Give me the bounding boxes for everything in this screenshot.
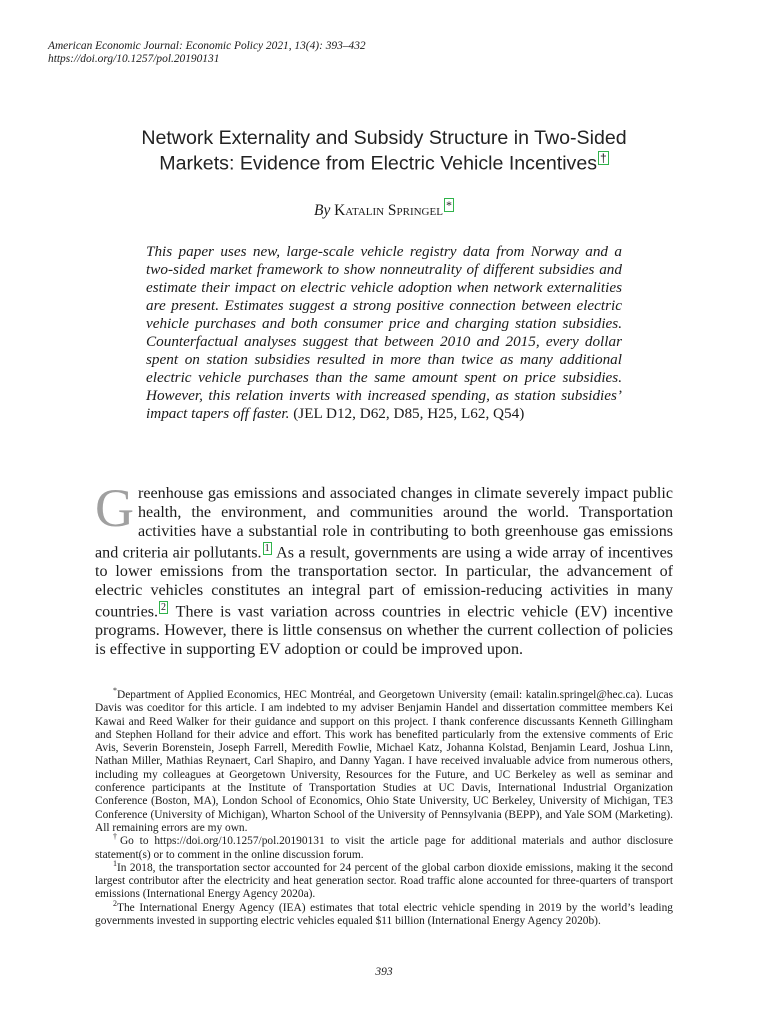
footnote-link-1[interactable]: 1 bbox=[264, 542, 270, 554]
intro-text-2: As a result, governments are using a wide array of incentives to lower emissions from the transportation sector. In particular, the advancement of electric vehicles constitutes an integral part of emission-reducing activities in many countries. bbox=[95, 543, 673, 620]
title-line-1: Network Externality and Subsidy Structure in Two-Sided bbox=[141, 127, 627, 149]
byline bbox=[0, 198, 768, 220]
author-footnote-link[interactable]: * bbox=[445, 198, 452, 212]
footnote-link-2[interactable]: 2 bbox=[161, 601, 167, 613]
journal-header bbox=[48, 40, 708, 66]
intro-text-3: There is vast variation across countries in electric vehicle (EV) incentive programs. However, there is little consensus on whether the current collection of policies is effective in supporting EV adoption or could be improved upon. bbox=[95, 602, 673, 659]
author-name: Katalin Springel bbox=[334, 202, 443, 220]
footnote-text: In 2018, the transportation sector accounted for 24 percent of the global carbon dioxide emissions, making it the second largest contributor after the electricity and heat generation sector. Road traffic alone accounted for three-quarters of transport emissions (International Energy Agency 2020a). bbox=[95, 861, 673, 901]
footnote-article-page bbox=[95, 832, 674, 862]
abstract bbox=[146, 243, 622, 423]
footnote-2 bbox=[95, 898, 673, 929]
footnote-mark: 1 bbox=[113, 859, 117, 869]
journal-citation: American Economic Journal: Economic Policy 2021, 13(4): 393–432 bbox=[48, 40, 366, 52]
footnote-text: The International Energy Agency (IEA) estimates that total electric vehicle spending in 2019 by the world’s leading governments invested in supporting electric vehicles equaled $11 billion (International Energy Agency 2020b). bbox=[95, 901, 673, 928]
footnote-text: Go to https://doi.org/10.1257/pol.20190131 to visit the article page for additional materials and author disclosure statement(s) or to comment in the online discussion forum. bbox=[95, 835, 674, 861]
page-number: 393 bbox=[375, 966, 393, 978]
footnote-1 bbox=[95, 859, 673, 902]
introduction-paragraph bbox=[95, 478, 673, 660]
intro-text-1: reenhouse gas emissions and associated changes in climate severely impact public health, the environment, and communities around the world. Transportation activities have a substantial role in contributing to both greenhouse gas emissions and criteria air pollutants. bbox=[95, 485, 673, 561]
footnote-mark: † bbox=[113, 832, 120, 842]
footnote-text: Department of Applied Economics, HEC Montréal, and Georgetown University (email: katalin.springel@hec.ca). Lucas Davis was coeditor for this article. I am indebted to my adviser Benjamin Handel and dissertation committee members Kei Kawai and Reed Walker for their guidance and support on this project. I thank conference discussants Kenneth Gillingham and Stephen Holland for their advice and effort. This work has benefited particularly from the extensive comments of Eric Avis, Severin Borenstein, Joseph Farrell, Meredith Fowlie, Michael Katz, Johanna Kolstad, Benjamin Leard, Joshua Linn, Nathan Miller, Mathias Reynaert, Carl Shapiro, and Danny Yagan. I have received invaluable advice from numerous others, including my colleagues at Georgetown University, Resources for the Future, and UC Berkeley as well as seminar and conference participants at the Institute of Transportation Studies at UC Davis, International Industrial Organization Conference (Boston, MA), London School of Economics, Ohio State University, UC Berkeley, University of Michigan, TE3 Conference (University of Michigan), Wharton School of the University of Pennsylvania (BEPP), and Yale SOM (Marketing). All remaining errors are my own. bbox=[95, 689, 673, 834]
title-line-2: Markets: Evidence from Electric Vehicle Incentives bbox=[159, 152, 598, 175]
drop-cap: G bbox=[95, 478, 134, 538]
by-label: By bbox=[314, 202, 331, 220]
footnote-affiliation bbox=[95, 686, 673, 835]
footnote-mark: 2 bbox=[113, 898, 117, 908]
doi-line: https://doi.org/10.1257/pol.20190131 bbox=[48, 53, 220, 65]
footnote-mark: * bbox=[113, 686, 117, 696]
title-footnote-link[interactable]: † bbox=[600, 151, 607, 165]
footnotes bbox=[95, 686, 674, 928]
paper-title bbox=[90, 126, 678, 177]
abstract-text: This paper uses new, large-scale vehicle registry data from Norway and a two-sided market framework to show nonneutrality of different subsidies and estimate their impact on electric vehicle adoption when network externalities are present. Estimates suggest a strong positive connection between electric vehicle purchases and both consumer price and charging station subsidies. Counterfactual analyses suggest that between 2010 and 2015, every dollar spent on station subsidies resulted in more than twice as many additional electric vehicle purchases than the same amount spent on price subsidies. However, this relation inverts with increased spending, as station subsidies’ impact tapers off faster. bbox=[146, 243, 622, 422]
jel-codes: (JEL D12, D62, D85, H25, L62, Q54) bbox=[293, 405, 525, 422]
